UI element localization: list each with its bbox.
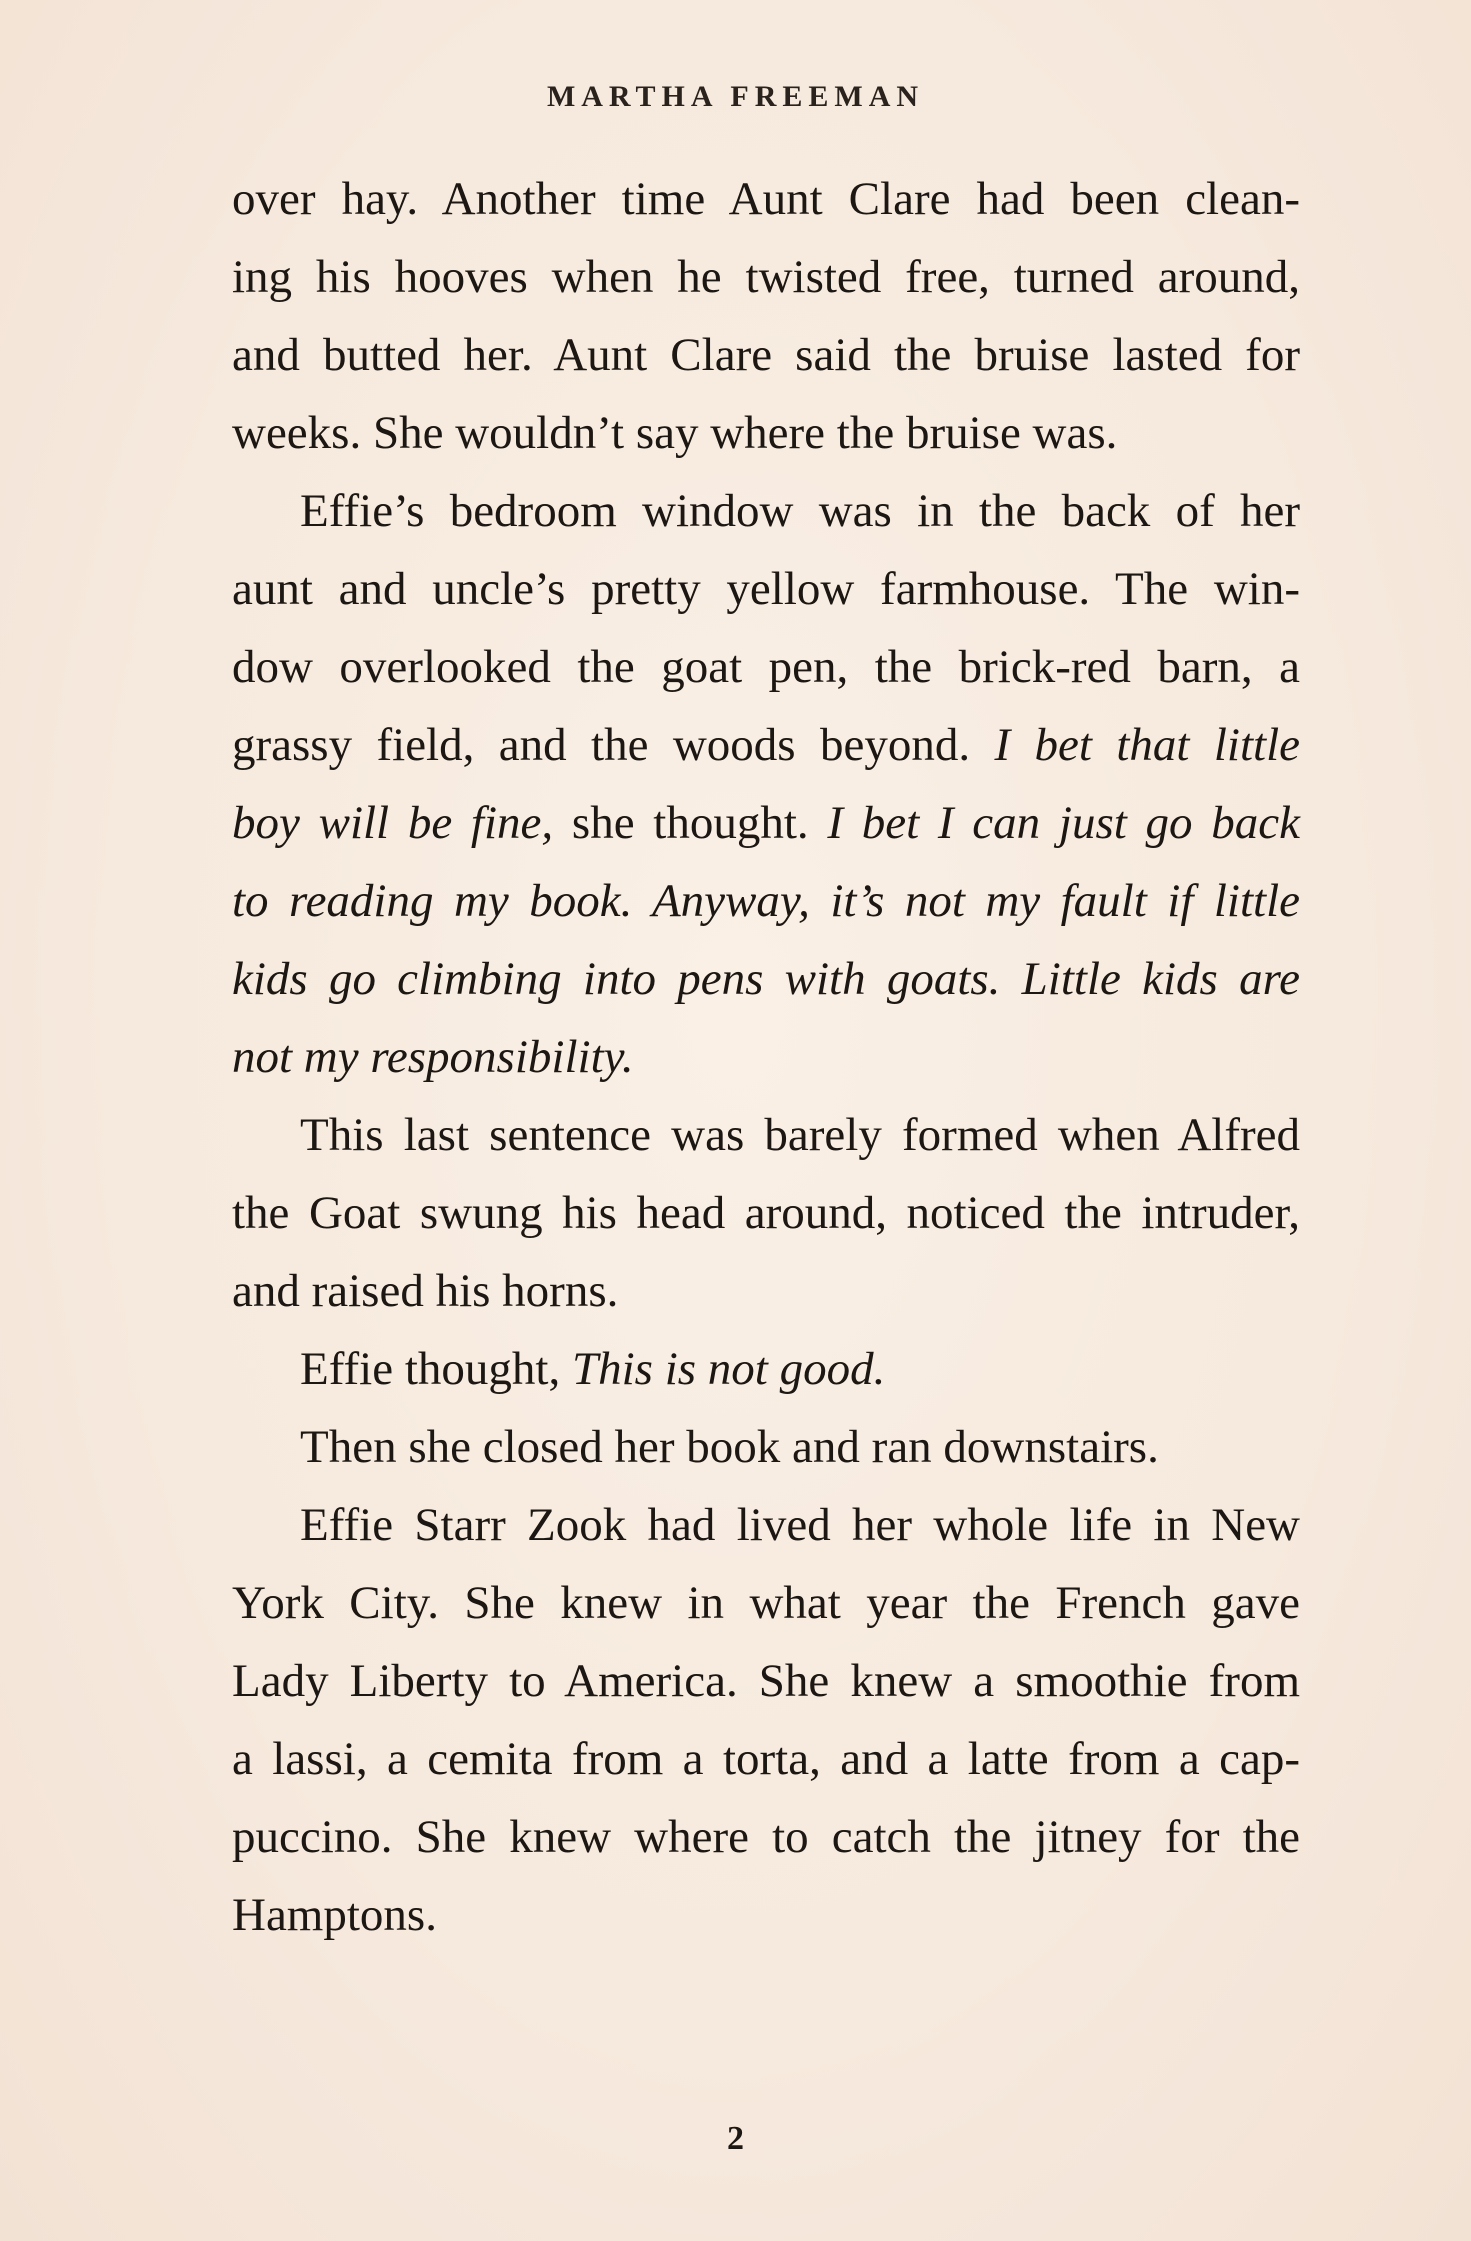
text-line: York City. She knew in what year the French gave bbox=[232, 1577, 1300, 1629]
text-line: Effie’s bedroom window was in the back of her bbox=[300, 485, 1300, 537]
text-line: and butted her. Aunt Clare said the bruise lasted for bbox=[232, 329, 1300, 381]
text-line: Effie thought, This is not good. bbox=[300, 1343, 886, 1395]
text-line: Hamptons. bbox=[232, 1889, 437, 1941]
text-line: a lassi, a cemita from a torta, and a latte from a cap- bbox=[232, 1733, 1300, 1785]
text-line: ing his hooves when he twisted free, turned around, bbox=[232, 251, 1300, 303]
text-line: grassy field, and the woods beyond. I bet that little bbox=[232, 719, 1301, 771]
body-text bbox=[232, 160, 1300, 1954]
text-line: kids go climbing into pens with goats. Little kids are bbox=[232, 953, 1300, 1005]
text-line: aunt and uncle’s pretty yellow farmhouse. The win- bbox=[232, 563, 1300, 615]
text-line: puccino. She knew where to catch the jitney for the bbox=[232, 1811, 1300, 1863]
text-line: to reading my book. Anyway, it’s not my fault if little bbox=[232, 875, 1300, 927]
text-line: over hay. Another time Aunt Clare had been clean- bbox=[232, 173, 1300, 225]
text-line: not my responsibility. bbox=[232, 1031, 634, 1083]
text-line: This last sentence was barely formed when Alfred bbox=[300, 1109, 1300, 1161]
text-line: weeks. She wouldn’t say where the bruise was. bbox=[232, 407, 1118, 459]
text-line: and raised his horns. bbox=[232, 1265, 619, 1317]
text-line: dow overlooked the goat pen, the brick-red barn, a bbox=[232, 641, 1300, 693]
text-line: Effie Starr Zook had lived her whole life in New bbox=[300, 1499, 1300, 1551]
text-line: Then she closed her book and ran downstairs. bbox=[300, 1421, 1159, 1473]
page-number: 2 bbox=[727, 2120, 744, 2157]
running-head-author: MARTHA FREEMAN bbox=[546, 80, 925, 113]
text-line: boy will be fine, she thought. I bet I can just go back bbox=[232, 797, 1300, 849]
text-line: the Goat swung his head around, noticed the intruder, bbox=[232, 1187, 1300, 1239]
text-line: Lady Liberty to America. She knew a smoothie from bbox=[232, 1655, 1300, 1707]
